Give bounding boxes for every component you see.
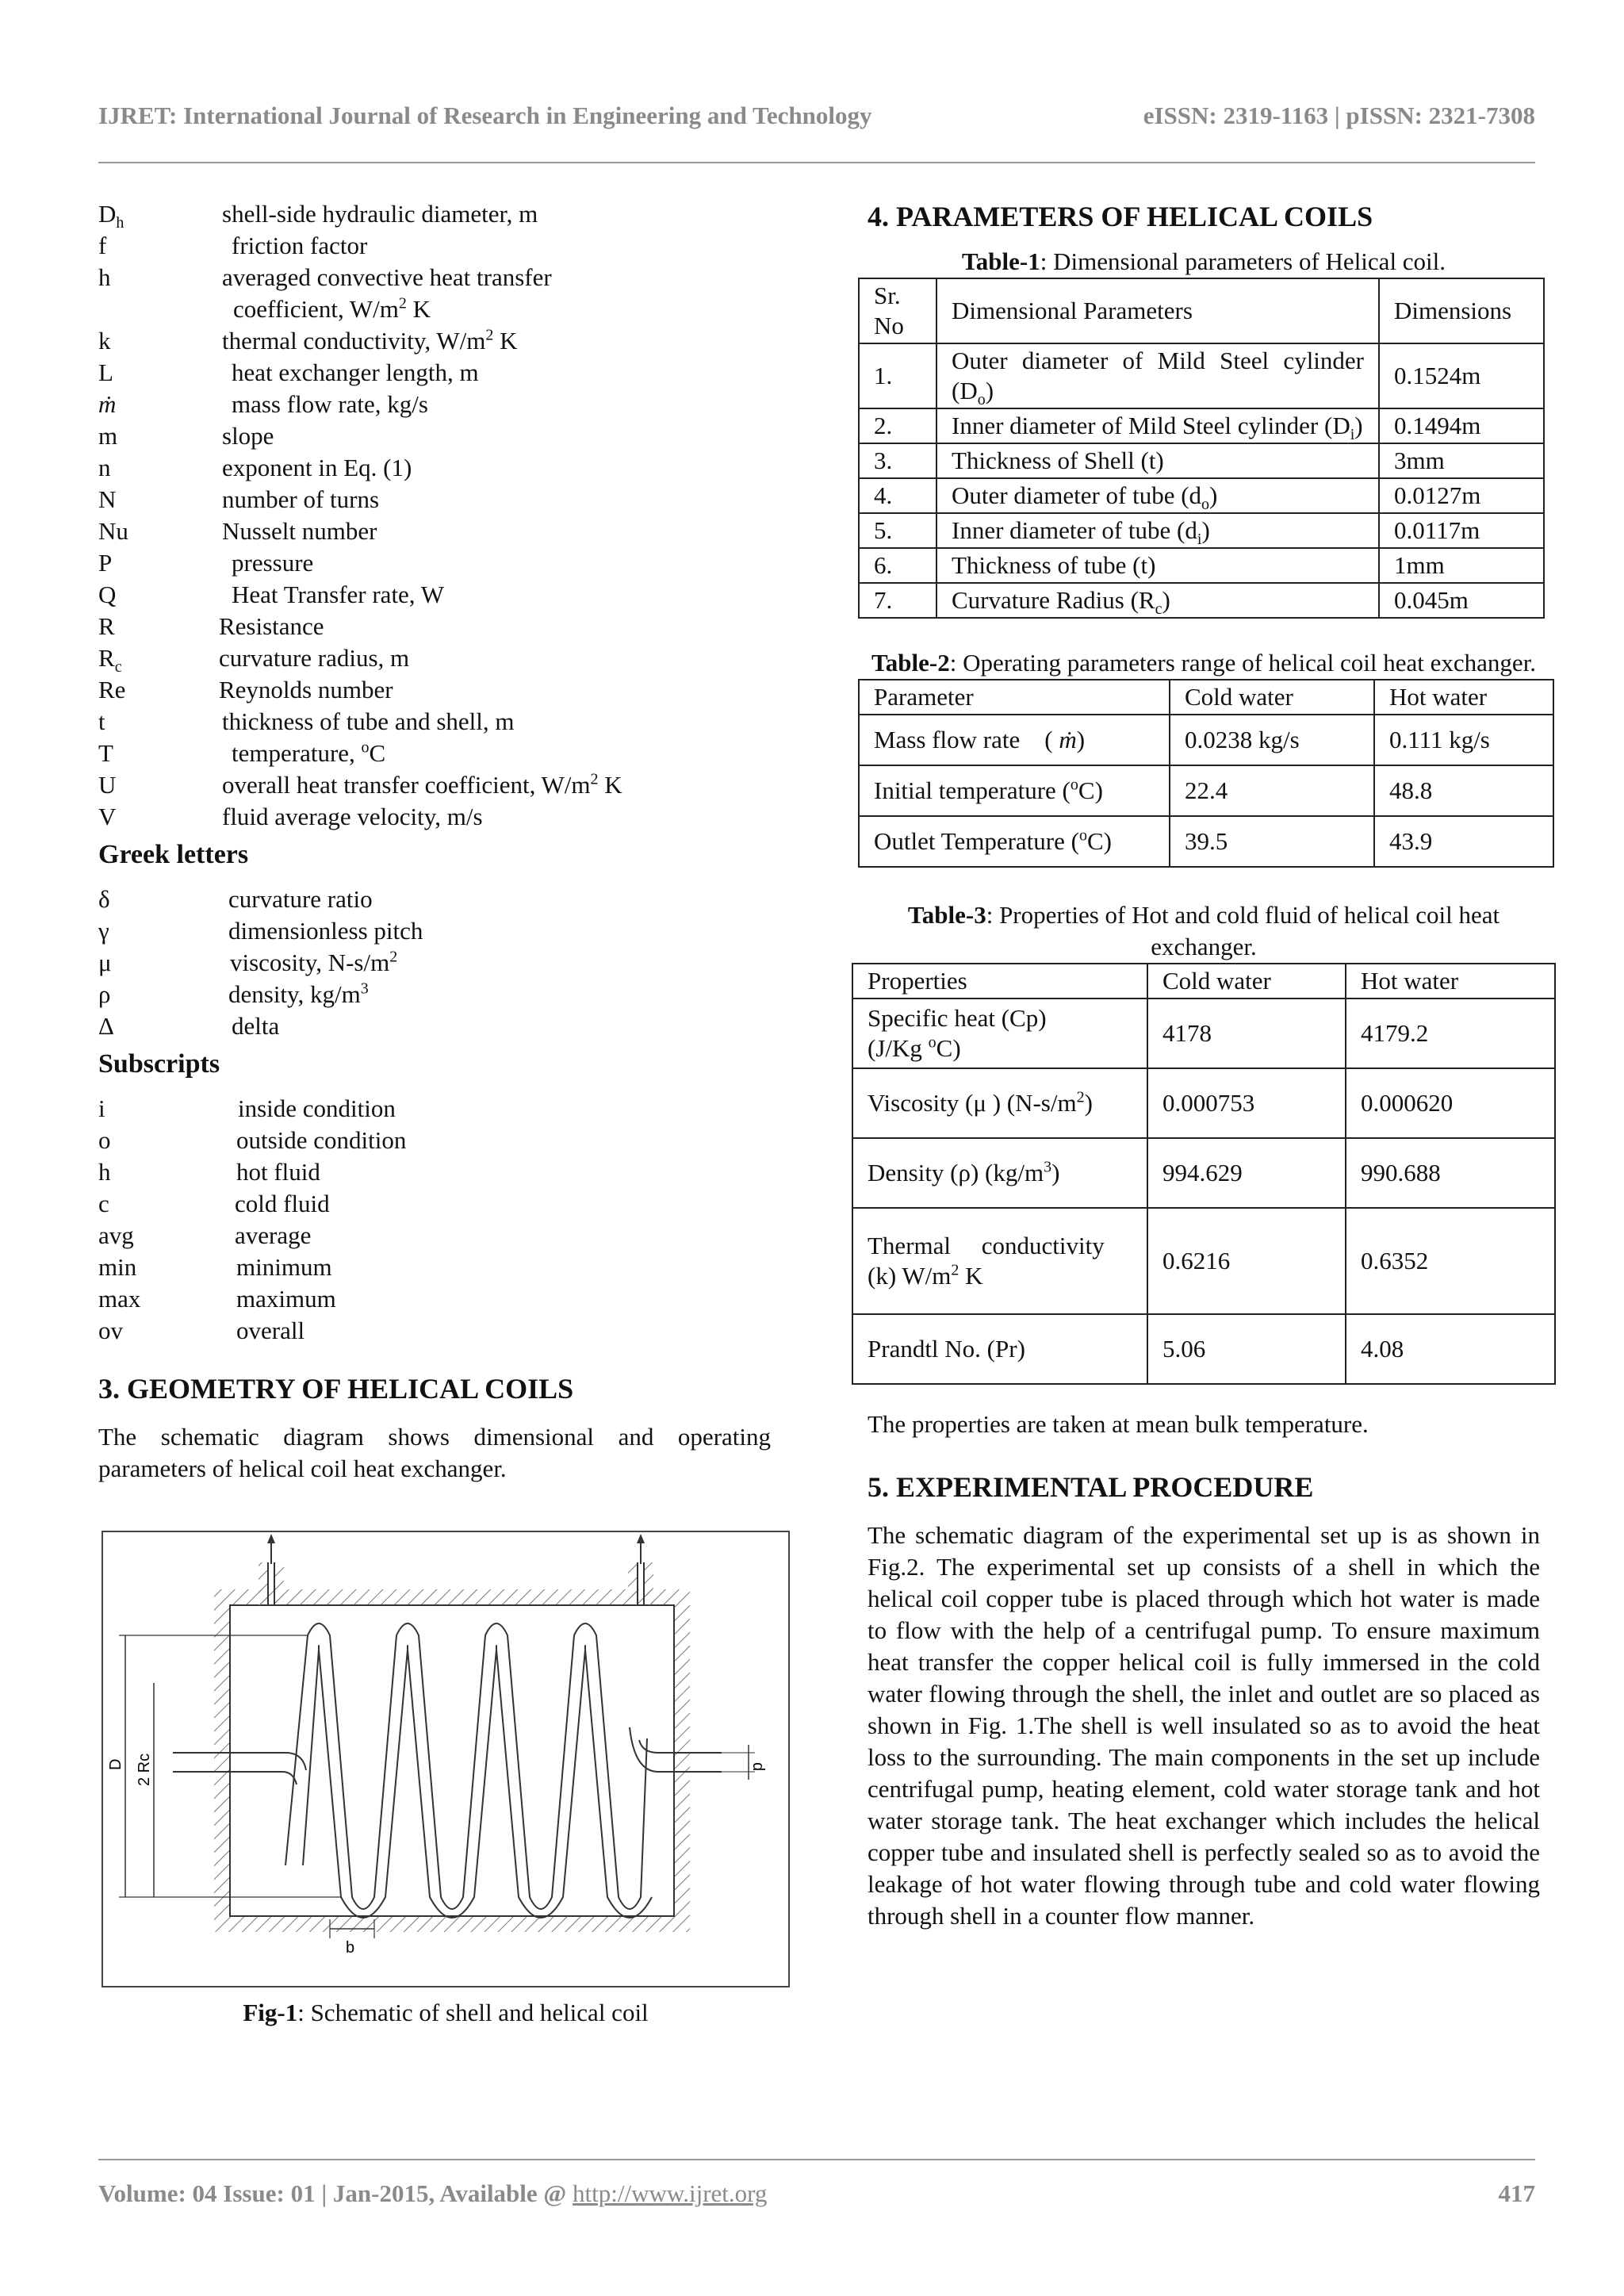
helical-coil: [285, 1623, 652, 1918]
section-3-title: 3. GEOMETRY OF HELICAL COILS: [98, 1373, 574, 1405]
nomenclature-item: R Resistance: [98, 612, 324, 640]
label-2rc: 2 Rc: [136, 1753, 153, 1786]
tube-connections: [173, 1727, 722, 1784]
page-header: [98, 102, 1535, 133]
subscript-item: avg average: [98, 1221, 312, 1249]
subscript-item: i inside condition: [98, 1094, 396, 1122]
table-row: Specific heat (Cp) (J/Kg $^o$C) 4178 4179.2: [852, 999, 1555, 1068]
subscripts-heading: Subscripts: [98, 1049, 220, 1079]
table-row: 1. Outer diameter of Mild Steel cylinder $(D_o)$ 0.1524m: [859, 343, 1544, 408]
table-row: Viscosity (μ ) $(N-s/m^2)$ 0.000753 0.000620: [852, 1068, 1555, 1138]
nomenclature-item: T temperature, $^o$C: [98, 738, 386, 767]
label-d: D: [107, 1758, 124, 1770]
greek-item: Δ delta: [98, 1012, 280, 1040]
nomenclature-item: f friction factor: [98, 232, 368, 259]
nomenclature-item: Q Heat Transfer rate, W: [98, 581, 445, 608]
table-row: 6. Thickness of tube (t) 1mm: [859, 548, 1544, 583]
properties-note: The properties are taken at mean bulk temperature.: [868, 1410, 1369, 1438]
label-d-small: d: [749, 1762, 767, 1772]
subscript-item: h hot fluid: [98, 1158, 320, 1186]
issn-text: eISSN: 2319-1163 | pISSN: 2321-7308: [1143, 102, 1535, 129]
table-row: 7. Curvature Radius $(R_c)$ 0.045m: [859, 583, 1544, 618]
subscript-item: max maximum: [98, 1285, 336, 1313]
table-header-row: Sr. No Dimensional Parameters Dimensions: [859, 278, 1544, 343]
subscript-item: ov overall: [98, 1317, 305, 1344]
nomenclature-item: Re Reynolds number: [98, 676, 393, 703]
table-1: [858, 278, 1545, 619]
nomenclature-item: coefficient, $W/m^2$ K: [233, 294, 431, 323]
nomenclature-item: n exponent in Eq. (1): [98, 454, 412, 481]
nomenclature-item: t thickness of tube and shell, m: [98, 707, 515, 735]
table-2: [858, 679, 1554, 868]
nomenclature-item: k thermal conductivity, $W/m^2$ K: [98, 326, 518, 355]
left-column: [98, 198, 771, 1485]
nomenclature-item: $R_c$ curvature radius, m: [98, 644, 410, 677]
greek-letters-heading: Greek letters: [98, 840, 249, 869]
subscript-item: min minimum: [98, 1253, 332, 1281]
volume-info: Volume: 04 Issue: 01 | Jan-2015, Available @ http://www.ijret.org: [98, 2179, 768, 2207]
table-header-row: Parameter Cold water Hot water: [859, 680, 1553, 715]
table-row: Thermal conductivity (k) $W/m^2$ K 0.6216 0.6352: [852, 1208, 1555, 1314]
section-3-text: The schematic diagram shows dimensional and operating parameters of helical coil heat exchanger.: [98, 1423, 771, 1482]
label-b: b: [346, 1939, 355, 1957]
table-row: 5. Inner diameter of tube $(d_i)$ 0.0117m: [859, 513, 1544, 548]
nomenclature-item: P pressure: [98, 549, 314, 577]
section-5-text: The schematic diagram of the experimental set up is as shown in Fig.2. The experimental set up consists of a shell in which the helical coil copper tube is placed through which hot water is made to flow with the help of a centrifugal pump. To ensure maximum heat transfer the copper helical coil is fully immersed in the cold water flowing through the shell, the inlet and outlet are so placed as shown in Fig. 1.The shell is well insulated so as to avoid the heat loss to the surrounding. The main components in the set up include centrifugal pump, heating element, cold water storage tank and hot water storage tank. The heat exchanger which includes the helical copper tube and insulated shell is perfectly sealed so as to avoid the leakage of hot water flowing through tube and cold water flowing through shell in a counter flow manner.: [868, 1521, 1540, 1930]
table-row: Density (ρ) $(kg/m^3)$ 994.629 990.688: [852, 1138, 1555, 1208]
table-row: Mass flow rate ( ṁ) 0.0238 kg/s 0.111 kg/s: [859, 715, 1553, 765]
table-3: [852, 963, 1556, 1385]
dimension-2rc: [136, 1683, 154, 1897]
table-2-caption: Table-2: Operating parameters range of helical coil heat exchanger.: [871, 649, 1537, 677]
header-rule: [98, 162, 1535, 163]
nomenclature-item: $D_h$ shell-side hydraulic diameter, m: [98, 200, 538, 232]
subscript-item: c cold fluid: [98, 1190, 330, 1217]
greek-list: [98, 884, 771, 1042]
table-3-caption: Table-3: Properties of Hot and cold fluid of helical coil heat exchanger.: [907, 901, 1500, 960]
figure-1-caption: Fig-1: Schematic of shell and helical coil: [243, 1999, 649, 2026]
nomenclature-item: U overall heat transfer coefficient, $W/m^2$ K: [98, 770, 622, 799]
greek-item: δ curvature ratio: [98, 885, 373, 913]
page-number: 417: [1498, 2179, 1535, 2207]
subscripts-list: [98, 1093, 771, 1347]
table-row: Prandtl No. (Pr) 5.06 4.08: [852, 1314, 1555, 1384]
section-4-title: 4. PARAMETERS OF HELICAL COILS: [868, 201, 1373, 232]
right-column: [868, 198, 1540, 1932]
greek-item: ρ density, $kg/m^3$: [98, 979, 369, 1008]
greek-item: γ dimensionless pitch: [98, 917, 423, 945]
journal-title: IJRET: International Journal of Research in Engineering and Technology: [98, 102, 872, 129]
table-header-row: Properties Cold water Hot water: [852, 964, 1555, 999]
nomenclature-item: h averaged convective heat transfer: [98, 263, 552, 291]
footer-rule: [98, 2159, 1535, 2160]
nomenclature-item: Nu Nusselt number: [98, 517, 377, 545]
nomenclature-item: L heat exchanger length, m: [98, 358, 479, 386]
subscript-item: o outside condition: [98, 1126, 407, 1154]
dimension-tube-d: [722, 1745, 767, 1780]
page-footer: [98, 2179, 1535, 2211]
nomenclature-item: m slope: [98, 422, 274, 450]
table-row: 2. Inner diameter of Mild Steel cylinder $(D_i)$ 0.1494m: [859, 408, 1544, 443]
table-row: 4. Outer diameter of tube $(d_o)$ 0.0127m: [859, 478, 1544, 513]
figure-1: [102, 1531, 790, 1987]
nomenclature-list: [98, 198, 771, 833]
greek-item: μ viscosity, $N-s/m^2$: [98, 948, 398, 976]
shell-wall: [214, 1589, 690, 1932]
table-row: 3. Thickness of Shell (t) 3mm: [859, 443, 1544, 478]
nomenclature-item: V fluid average velocity, m/s: [98, 803, 483, 830]
table-row: Initial temperature ($^o$C) 22.4 48.8: [859, 765, 1553, 816]
nomenclature-item: N number of turns: [98, 485, 380, 513]
nomenclature-item: ṁ mass flow rate, kg/s: [98, 390, 428, 418]
table-1-caption: Table-1: Dimensional parameters of Helical coil.: [961, 247, 1446, 275]
section-5-title: 5. EXPERIMENTAL PROCEDURE: [868, 1471, 1314, 1503]
journal-url-link[interactable]: http://www.ijret.org: [573, 2179, 768, 2207]
helical-coil-schematic: [103, 1532, 788, 1986]
table-row: Outlet Temperature ($^o$C) 39.5 43.9: [859, 816, 1553, 867]
